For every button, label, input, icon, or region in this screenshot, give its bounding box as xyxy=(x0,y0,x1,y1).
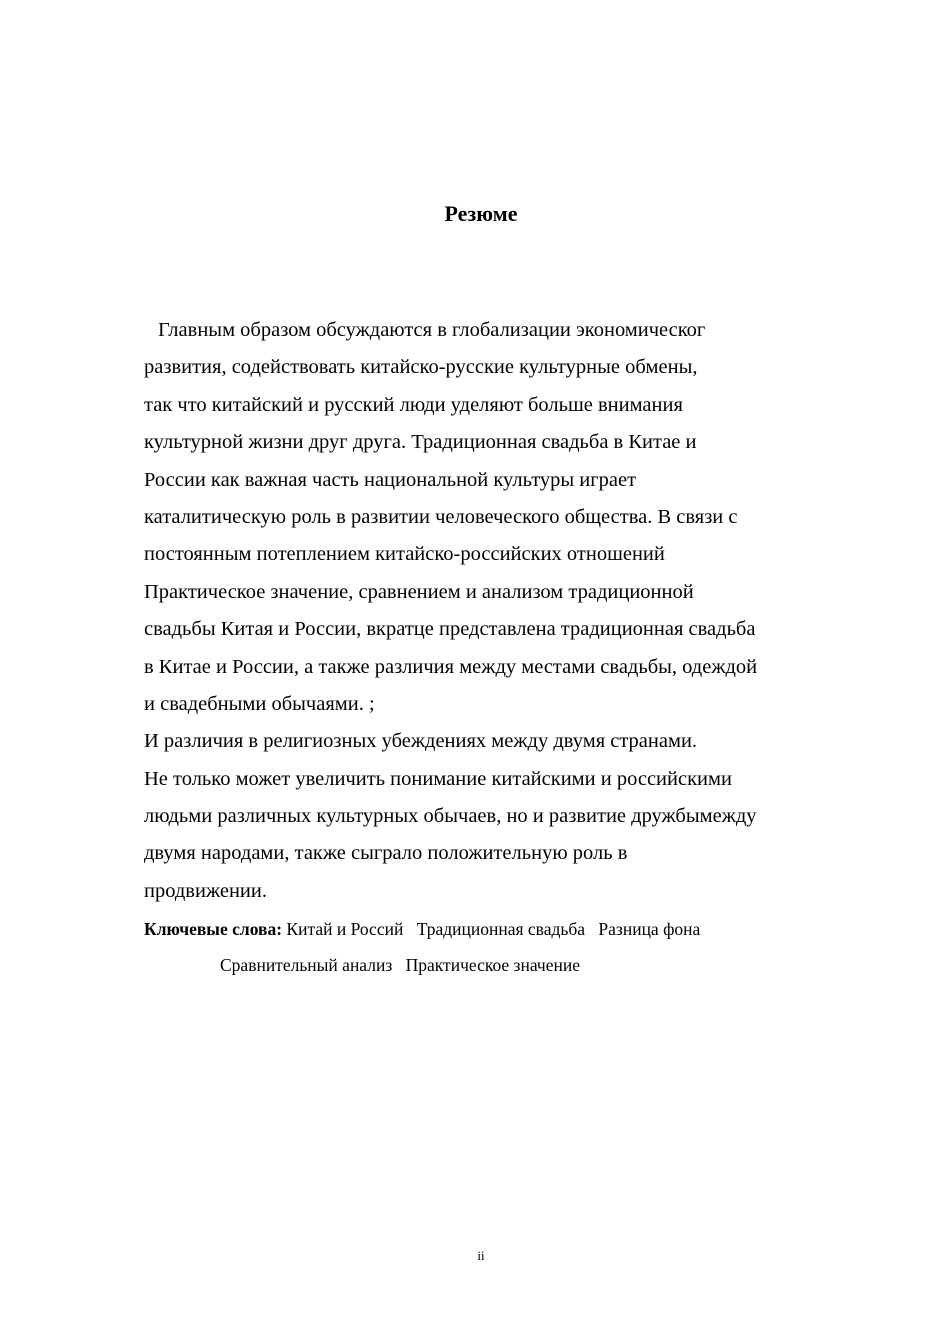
abstract-line: продвижении. xyxy=(144,879,267,902)
abstract-line: и свадебными обычаями. ; xyxy=(144,692,375,715)
abstract-line: культурной жизни друг друга. Традиционная свадьба в Китае и xyxy=(144,431,697,454)
abstract-line: развития, содействовать китайско-русские культурные обмены, xyxy=(144,356,698,379)
keyword-item: Традиционная свадьба xyxy=(416,919,586,939)
page-number: ii xyxy=(477,1248,485,1263)
abstract-line: Практическое значение, сравнением и анализом традиционной xyxy=(144,580,694,603)
keywords-label: Ключевые слова: xyxy=(144,919,283,939)
keyword-item: Практическое значение xyxy=(405,955,580,975)
abstract-line: России как важная часть национальной культуры играет xyxy=(144,468,637,491)
abstract-line: так что китайский и русский люди уделяют больше внимания xyxy=(144,393,683,416)
abstract-line: в Китае и России, а также различия между местами свадьбы, одеждой xyxy=(144,655,758,678)
abstract-line: Главным образом обсуждаются в глобализации экономическог xyxy=(158,319,706,341)
abstract-line: двумя народами, также сыграло положительную роль в xyxy=(144,842,628,865)
keywords-section xyxy=(144,911,844,983)
page-title: Резюме xyxy=(444,201,518,226)
abstract-line: каталитическую роль в развитии человеческого общества. В связи с xyxy=(144,505,738,528)
abstract-line: людьми различных культурных обычаев, но и развитие дружбымежду xyxy=(144,805,757,828)
keyword-item: Китай и Россий xyxy=(286,919,404,939)
abstract-line: постоянным потеплением китайско-российских отношений xyxy=(144,543,665,566)
keyword-item: Разница фона xyxy=(598,919,701,939)
abstract-line: свадьбы Китая и России, вкратце представлена традиционная свадьба xyxy=(144,618,756,641)
keywords-row xyxy=(144,911,844,947)
abstract-line: И различия в религиозных убеждениях между двумя странами. xyxy=(144,730,698,753)
keyword-item: Сравнительный анализ xyxy=(220,955,393,975)
keywords-row xyxy=(144,947,844,983)
abstract-line: Не только может увеличить понимание китайскими и российскими xyxy=(144,767,732,790)
abstract-body xyxy=(144,312,844,910)
